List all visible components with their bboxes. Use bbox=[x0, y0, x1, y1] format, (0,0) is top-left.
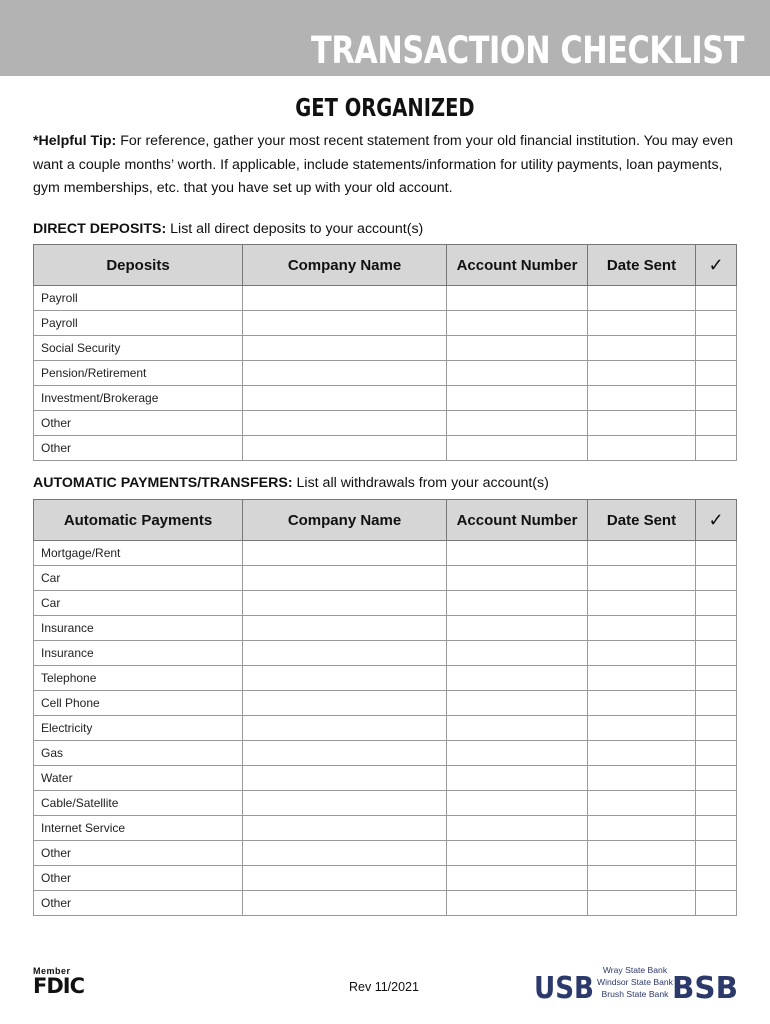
date-sent-cell[interactable] bbox=[588, 336, 696, 361]
date-sent-cell[interactable] bbox=[588, 716, 696, 741]
date-sent-cell[interactable] bbox=[588, 641, 696, 666]
company-name-cell[interactable] bbox=[243, 541, 447, 566]
account-number-cell[interactable] bbox=[447, 816, 588, 841]
company-name-cell[interactable] bbox=[243, 766, 447, 791]
revision-label: Rev 11/2021 bbox=[349, 980, 419, 994]
table-row bbox=[34, 866, 737, 891]
bsb-logo: BSB bbox=[672, 971, 738, 1006]
date-sent-cell[interactable] bbox=[588, 766, 696, 791]
table-header-row bbox=[34, 500, 737, 541]
company-name-cell[interactable] bbox=[243, 741, 447, 766]
check-cell[interactable] bbox=[696, 691, 737, 716]
row-label: Car bbox=[34, 566, 243, 591]
company-name-cell[interactable] bbox=[243, 691, 447, 716]
company-name-cell[interactable] bbox=[243, 791, 447, 816]
table-row bbox=[34, 841, 737, 866]
column-header: Automatic Payments bbox=[34, 500, 243, 541]
table-row bbox=[34, 541, 737, 566]
row-label: Cell Phone bbox=[34, 691, 243, 716]
account-number-cell[interactable] bbox=[447, 616, 588, 641]
date-sent-cell[interactable] bbox=[588, 691, 696, 716]
table-row bbox=[34, 591, 737, 616]
check-cell[interactable] bbox=[696, 791, 737, 816]
account-number-cell[interactable] bbox=[447, 361, 588, 386]
table-row bbox=[34, 436, 737, 461]
direct-deposits-table bbox=[33, 244, 737, 461]
company-name-cell[interactable] bbox=[243, 411, 447, 436]
account-number-cell[interactable] bbox=[447, 766, 588, 791]
check-cell[interactable] bbox=[696, 386, 737, 411]
account-number-cell[interactable] bbox=[447, 641, 588, 666]
company-name-cell[interactable] bbox=[243, 311, 447, 336]
row-label: Other bbox=[34, 436, 243, 461]
check-cell[interactable] bbox=[696, 866, 737, 891]
company-name-cell[interactable] bbox=[243, 866, 447, 891]
check-cell[interactable] bbox=[696, 541, 737, 566]
account-number-cell[interactable] bbox=[447, 411, 588, 436]
account-number-cell[interactable] bbox=[447, 891, 588, 916]
account-number-cell[interactable] bbox=[447, 666, 588, 691]
row-label: Insurance bbox=[34, 641, 243, 666]
account-number-cell[interactable] bbox=[447, 436, 588, 461]
company-name-cell[interactable] bbox=[243, 361, 447, 386]
column-header: Account Number bbox=[447, 500, 588, 541]
table-row bbox=[34, 716, 737, 741]
account-number-cell[interactable] bbox=[447, 286, 588, 311]
row-label: Other bbox=[34, 866, 243, 891]
table-row bbox=[34, 411, 737, 436]
row-label: Pension/Retirement bbox=[34, 361, 243, 386]
direct-deposits-heading: DIRECT DEPOSITS: List all direct deposits to your account(s) bbox=[33, 221, 424, 237]
company-name-cell[interactable] bbox=[243, 841, 447, 866]
table-row bbox=[34, 311, 737, 336]
table-row bbox=[34, 766, 737, 791]
check-cell[interactable] bbox=[696, 616, 737, 641]
column-header: Date Sent bbox=[588, 500, 696, 541]
company-name-cell[interactable] bbox=[243, 891, 447, 916]
table-row bbox=[34, 286, 737, 311]
date-sent-cell[interactable] bbox=[588, 616, 696, 641]
table-row bbox=[34, 891, 737, 916]
checkmark-icon: ✓ bbox=[696, 245, 737, 286]
check-cell[interactable] bbox=[696, 841, 737, 866]
automatic-payments-heading: AUTOMATIC PAYMENTS/TRANSFERS: List all withdrawals from your account(s) bbox=[33, 475, 549, 491]
date-sent-cell[interactable] bbox=[588, 816, 696, 841]
column-header: Company Name bbox=[243, 245, 447, 286]
table-row bbox=[34, 641, 737, 666]
account-number-cell[interactable] bbox=[447, 311, 588, 336]
date-sent-cell[interactable] bbox=[588, 566, 696, 591]
subtitle: GET ORGANIZED bbox=[295, 93, 475, 122]
fdic-logo: Member FDIC bbox=[33, 966, 85, 998]
row-label: Insurance bbox=[34, 616, 243, 641]
automatic-payments-table bbox=[33, 499, 737, 916]
page-title: TRANSACTION CHECKLIST bbox=[311, 29, 744, 72]
date-sent-cell[interactable] bbox=[588, 866, 696, 891]
row-label: Social Security bbox=[34, 336, 243, 361]
account-number-cell[interactable] bbox=[447, 691, 588, 716]
row-label: Payroll bbox=[34, 311, 243, 336]
table-row bbox=[34, 791, 737, 816]
row-label: Other bbox=[34, 411, 243, 436]
checkmark-icon: ✓ bbox=[696, 500, 737, 541]
tip-text: For reference, gather your most recent statement from your old financial institution. You may even want a couple months’ worth. If applicable, include statements/information for utility payments, loan payments, gym memberships, etc. that you have set up with your old account. bbox=[33, 133, 733, 196]
bank-names: Wray State Bank Windsor State Bank Brush State Bank bbox=[597, 965, 673, 999]
company-name-cell[interactable] bbox=[243, 336, 447, 361]
check-cell[interactable] bbox=[696, 336, 737, 361]
row-label: Mortgage/Rent bbox=[34, 541, 243, 566]
row-label: Gas bbox=[34, 741, 243, 766]
account-number-cell[interactable] bbox=[447, 841, 588, 866]
check-cell[interactable] bbox=[696, 816, 737, 841]
check-cell[interactable] bbox=[696, 766, 737, 791]
company-name-cell[interactable] bbox=[243, 666, 447, 691]
date-sent-cell[interactable] bbox=[588, 541, 696, 566]
account-number-cell[interactable] bbox=[447, 716, 588, 741]
date-sent-cell[interactable] bbox=[588, 311, 696, 336]
date-sent-cell[interactable] bbox=[588, 741, 696, 766]
row-label: Electricity bbox=[34, 716, 243, 741]
row-label: Internet Service bbox=[34, 816, 243, 841]
table-row bbox=[34, 566, 737, 591]
table-row bbox=[34, 816, 737, 841]
tip-label: *Helpful Tip: bbox=[33, 133, 117, 149]
company-name-cell[interactable] bbox=[243, 286, 447, 311]
date-sent-cell[interactable] bbox=[588, 841, 696, 866]
company-name-cell[interactable] bbox=[243, 616, 447, 641]
check-cell[interactable] bbox=[696, 411, 737, 436]
company-name-cell[interactable] bbox=[243, 436, 447, 461]
account-number-cell[interactable] bbox=[447, 541, 588, 566]
table-row bbox=[34, 336, 737, 361]
row-label: Cable/Satellite bbox=[34, 791, 243, 816]
date-sent-cell[interactable] bbox=[588, 591, 696, 616]
date-sent-cell[interactable] bbox=[588, 666, 696, 691]
table-row bbox=[34, 666, 737, 691]
row-label: Investment/Brokerage bbox=[34, 386, 243, 411]
row-label: Other bbox=[34, 891, 243, 916]
check-cell[interactable] bbox=[696, 361, 737, 386]
company-name-cell[interactable] bbox=[243, 566, 447, 591]
table-row bbox=[34, 691, 737, 716]
check-cell[interactable] bbox=[696, 591, 737, 616]
check-cell[interactable] bbox=[696, 716, 737, 741]
date-sent-cell[interactable] bbox=[588, 791, 696, 816]
check-cell[interactable] bbox=[696, 666, 737, 691]
usb-logo: USB bbox=[534, 971, 594, 1006]
table-header-row bbox=[34, 245, 737, 286]
check-cell[interactable] bbox=[696, 641, 737, 666]
date-sent-cell[interactable] bbox=[588, 286, 696, 311]
column-header: Account Number bbox=[447, 245, 588, 286]
account-number-cell[interactable] bbox=[447, 386, 588, 411]
date-sent-cell[interactable] bbox=[588, 361, 696, 386]
column-header: Company Name bbox=[243, 500, 447, 541]
account-number-cell[interactable] bbox=[447, 336, 588, 361]
company-name-cell[interactable] bbox=[243, 816, 447, 841]
row-label: Other bbox=[34, 841, 243, 866]
header-banner bbox=[0, 0, 770, 76]
account-number-cell[interactable] bbox=[447, 591, 588, 616]
column-header: Date Sent bbox=[588, 245, 696, 286]
company-name-cell[interactable] bbox=[243, 591, 447, 616]
account-number-cell[interactable] bbox=[447, 791, 588, 816]
table-row bbox=[34, 386, 737, 411]
check-cell[interactable] bbox=[696, 566, 737, 591]
row-label: Telephone bbox=[34, 666, 243, 691]
helpful-tip bbox=[33, 130, 743, 201]
company-name-cell[interactable] bbox=[243, 386, 447, 411]
table-row bbox=[34, 741, 737, 766]
check-cell[interactable] bbox=[696, 891, 737, 916]
row-label: Car bbox=[34, 591, 243, 616]
table-row bbox=[34, 616, 737, 641]
check-cell[interactable] bbox=[696, 286, 737, 311]
account-number-cell[interactable] bbox=[447, 866, 588, 891]
date-sent-cell[interactable] bbox=[588, 386, 696, 411]
check-cell[interactable] bbox=[696, 311, 737, 336]
date-sent-cell[interactable] bbox=[588, 891, 696, 916]
row-label: Payroll bbox=[34, 286, 243, 311]
date-sent-cell[interactable] bbox=[588, 436, 696, 461]
check-cell[interactable] bbox=[696, 436, 737, 461]
date-sent-cell[interactable] bbox=[588, 411, 696, 436]
account-number-cell[interactable] bbox=[447, 741, 588, 766]
check-cell[interactable] bbox=[696, 741, 737, 766]
row-label: Water bbox=[34, 766, 243, 791]
company-name-cell[interactable] bbox=[243, 716, 447, 741]
table-row bbox=[34, 361, 737, 386]
company-name-cell[interactable] bbox=[243, 641, 447, 666]
column-header: Deposits bbox=[34, 245, 243, 286]
account-number-cell[interactable] bbox=[447, 566, 588, 591]
